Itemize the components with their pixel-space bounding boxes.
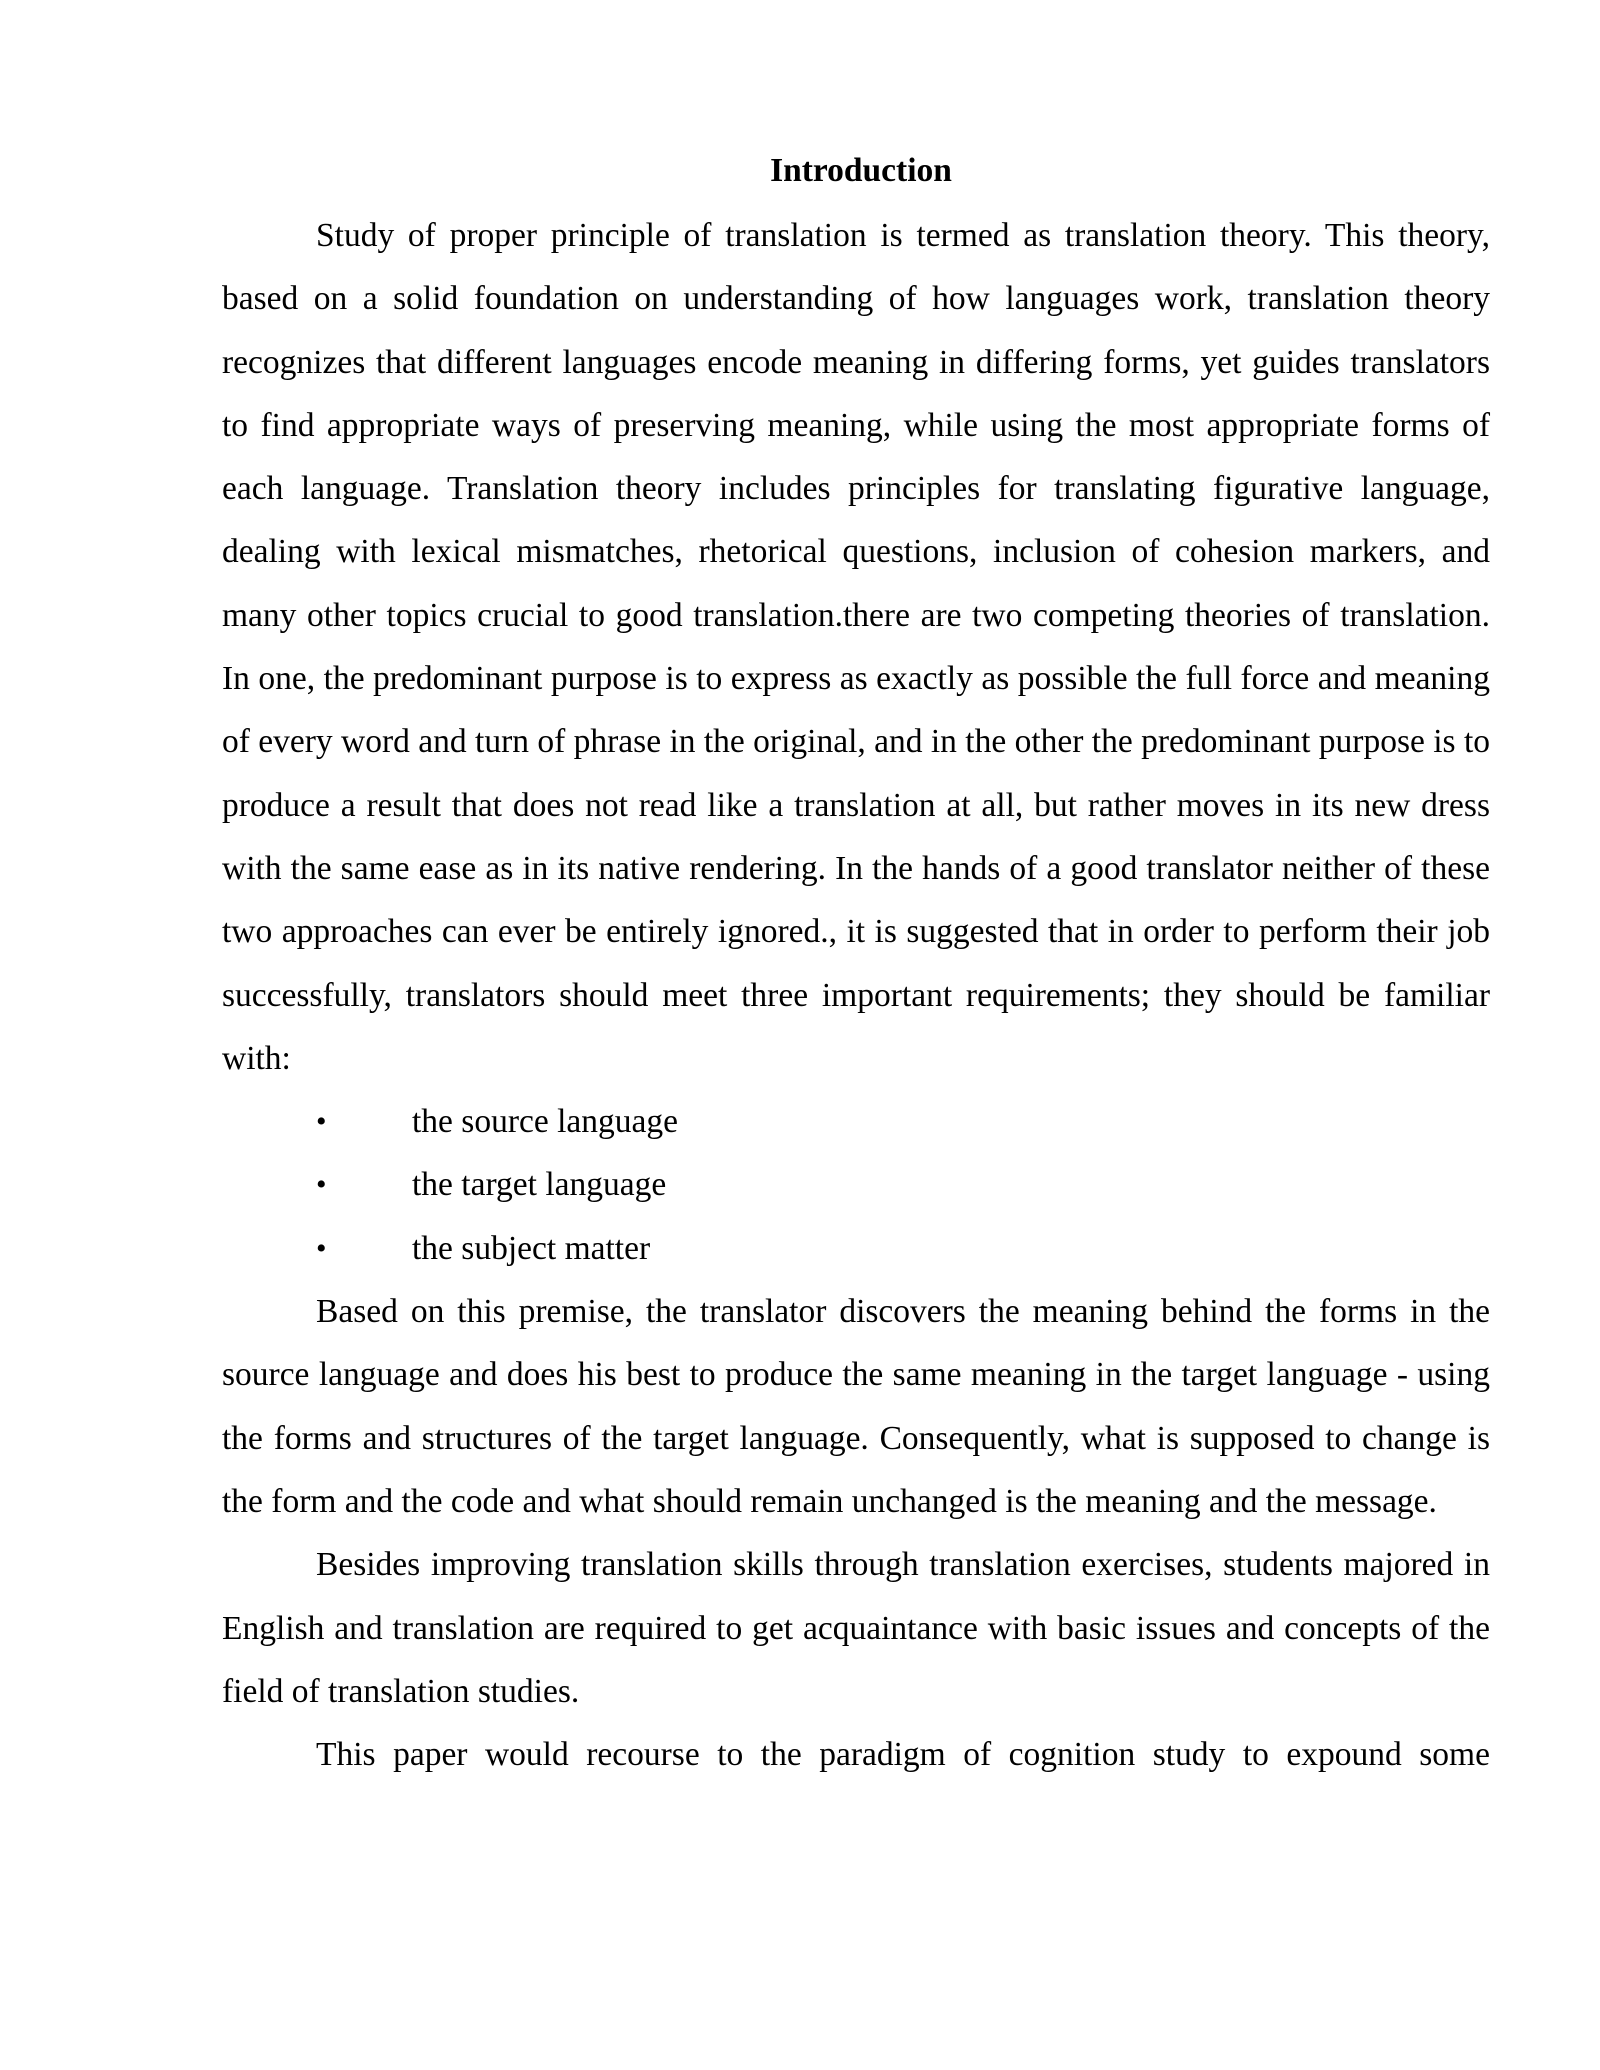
list-item-text: the source language [412,1103,679,1141]
requirements-list [222,1090,1490,1280]
bullet-icon: • [316,1231,327,1265]
list-item [222,1217,1490,1280]
bullet-icon: • [316,1105,327,1139]
list-item-text: the subject matter [412,1229,651,1267]
bullet-icon: • [316,1168,327,1202]
list-item [222,1153,1490,1216]
skills-paragraph: Besides improving translation skills through translation exercises, students majored in English and translation are required to get acquaintance with basic issues and concepts of the field of translation studies. [222,1546,1490,1710]
document-page [222,150,1490,1786]
paper-paragraph: This paper would recourse to the paradigm of cognition study to expound some [316,1736,1490,1774]
premise-paragraph: Based on this premise, the translator discovers the meaning behind the forms in the source language and does his best to produce the same meaning in the target language - using the forms and structures of the target language. Consequently, what is supposed to change is the form and the code and what should remain unchanged is the meaning and the message. [222,1293,1490,1520]
list-item-text: the target language [412,1166,667,1204]
list-item [222,1090,1490,1153]
section-title: Introduction [770,152,952,189]
intro-paragraph: Study of proper principle of translation is termed as translation theory. This theory, based on a solid foundation on understanding of how languages work, translation theory recognizes that different languages encode meaning in differing forms, yet guides translators to find appropriate ways of preserving meaning, while using the most appropriate forms of each language. Translation theory includes principles for translating figurative language, dealing with lexical mismatches, rhetorical questions, inclusion of cohesion markers, and many other topics crucial to good translation.there are two competing theories of translation. In one, the predominant purpose is to express as exactly as possible the full force and meaning of every word and turn of phrase in the original, and in the other the predominant purpose is to produce a result that does not read like a translation at all, but rather moves in its new dress with the same ease as in its native rendering. In the hands of a good translator neither of these two approaches can ever be entirely ignored., it is suggested that in order to perform their job successfully, translators should meet three important requirements; they should be familiar with: [222,217,1491,1077]
